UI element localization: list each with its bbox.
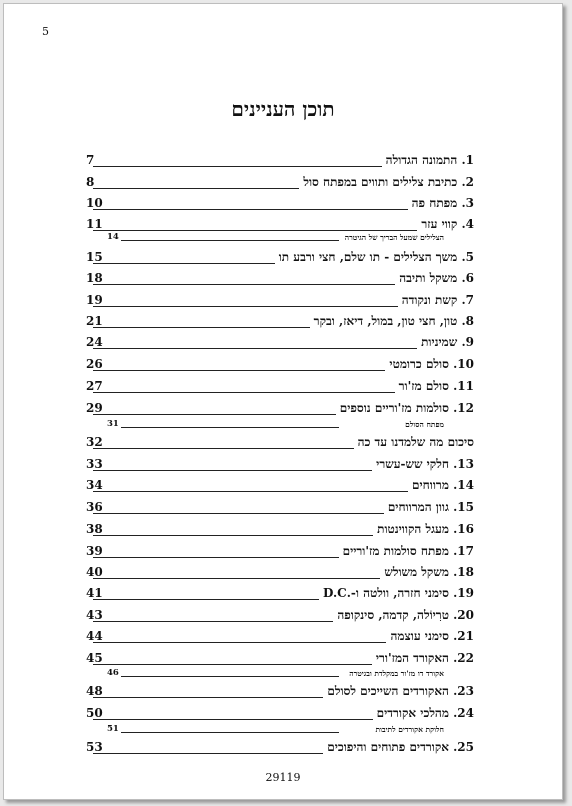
toc-entry (74, 330, 474, 352)
toc-entry-title: 12. סולמות מז'וריים נוספים (336, 401, 474, 416)
toc-entry (74, 581, 474, 603)
toc-page-number: 29 (86, 401, 103, 415)
leader-line (121, 427, 339, 428)
leader-line (121, 732, 339, 733)
toc-page-number: 19 (86, 293, 103, 307)
toc-subentry (74, 722, 474, 734)
toc-subentry (74, 666, 474, 678)
document-page (3, 3, 563, 800)
footer-code: 29119 (265, 771, 301, 784)
toc-page-number: 8 (86, 175, 95, 189)
toc-entry (74, 560, 474, 582)
toc-entry-title: 21. סימני עוצמה (386, 629, 474, 644)
toc-entry-title: 16. מעגל הקווינטות (373, 522, 474, 537)
toc-entry (74, 495, 474, 517)
toc-entry (74, 191, 474, 213)
toc-page-number: 53 (86, 740, 103, 754)
toc-entry (74, 396, 474, 418)
toc-entry-title: 23. האקורדים השייכים לסולם (323, 684, 474, 699)
toc-entry (74, 430, 474, 452)
toc-subentry-page-number: 46 (107, 668, 119, 678)
toc-page-number: 18 (86, 271, 103, 285)
toc-subentry-title: מפתח הסולם (405, 420, 444, 429)
toc-page-number: 27 (86, 379, 103, 393)
toc-page-number: 50 (86, 706, 103, 720)
toc-page-number: 34 (86, 478, 103, 492)
leader-line (121, 676, 339, 677)
toc-entry (74, 701, 474, 723)
toc-page-number: 45 (86, 651, 103, 665)
toc-entry (74, 679, 474, 701)
toc-page-number: 26 (86, 357, 103, 371)
toc-entry-title: סיכום מה שלמדנו עד כה (354, 435, 474, 450)
toc-entry (74, 603, 474, 625)
toc-entry-title: 17. מפתח סולמות מז'וריים (339, 544, 474, 559)
toc-page-number: 40 (86, 565, 103, 579)
toc-entry (74, 288, 474, 310)
toc-entry (74, 517, 474, 539)
toc-page-number: 10 (86, 196, 103, 210)
toc-entry-title: 24. מהלכי אקורדים (373, 706, 474, 721)
toc-subentry-page-number: 51 (107, 724, 119, 734)
toc-page-number: 33 (86, 457, 103, 471)
toc-page-number: 41 (86, 586, 103, 600)
toc-entry (74, 148, 474, 170)
toc-entry-title: 11. סולם מז'ור (395, 379, 474, 394)
toc-subentry-page-number: 14 (107, 232, 119, 242)
toc-page-number: 48 (86, 684, 103, 698)
toc-entry (74, 374, 474, 396)
toc-entry (74, 646, 474, 668)
toc-page-number: 24 (86, 335, 103, 349)
toc-page-number: 7 (86, 153, 95, 167)
toc-page-number: 21 (86, 314, 103, 328)
toc-entry-title: 2. כתיבת צלילים ותווים במפתח סול (299, 175, 474, 190)
toc-entry-title: 1. התמונה הגדולה (382, 153, 474, 168)
toc-subentry-title: חלוקת אקורדים לתיבות (375, 725, 444, 734)
leader-line (93, 348, 469, 349)
toc-entry (74, 624, 474, 646)
toc-page-number: 32 (86, 435, 103, 449)
toc-page-number: 15 (86, 250, 103, 264)
toc-subentry-page-number: 31 (107, 419, 119, 429)
leader-line (121, 240, 339, 241)
toc-entry-title: 9. שמיניות (417, 335, 474, 350)
toc-entry (74, 266, 474, 288)
page-title: תוכן העניינים (231, 97, 335, 121)
toc-entry-title: 22. האקורד המז'ורי (372, 651, 474, 666)
toc-entry (74, 539, 474, 561)
toc-entry-title: 14. מרווחים (408, 478, 474, 493)
toc-entry (74, 452, 474, 474)
toc-entry-title: 19. סימני חזרה, וולטה ו-.D.C (319, 586, 474, 601)
toc-entry-title: 5. משך הצלילים - תו שלם, חצי ורבע תו (275, 250, 474, 265)
toc-entry-title: 10. סולם כרומטי (385, 357, 474, 372)
toc-entry (74, 735, 474, 757)
toc-entry (74, 170, 474, 192)
toc-page-number: 39 (86, 544, 103, 558)
toc-page-number: 44 (86, 629, 103, 643)
toc-entry-title: 13. חלקי שש-עשרי (372, 457, 474, 472)
page-number: 5 (42, 25, 49, 38)
toc-entry-title: 25. אקורדים פתוחים והיפוכים (323, 740, 474, 755)
toc-entry-title: 7. קשת ונקודה (398, 293, 474, 308)
toc-subentry-title: הצלילים שמעל הבריך של הגיטרה (344, 233, 444, 242)
toc-page-number: 38 (86, 522, 103, 536)
toc-subentry (74, 417, 474, 429)
toc-entry-title: 18. משקל משולש (380, 565, 474, 580)
toc-entry (74, 309, 474, 331)
toc-entry-title: 4. קווי עזר (417, 217, 474, 232)
toc-entry (74, 473, 474, 495)
toc-subentry-title: אקורד דו מז'ור במקלדת ובגיטרה (349, 669, 444, 678)
toc-page-number: 11 (86, 217, 103, 231)
toc-entry-title: 20. טרִיוֹלה, קדמה, סינקופה (333, 608, 474, 623)
toc-entry (74, 352, 474, 374)
toc-entry (74, 245, 474, 267)
toc-entry-title: 6. משקל ותיבה (395, 271, 474, 286)
toc-subentry (74, 230, 474, 242)
toc-entry-title: 15. גוון המרווחים (384, 500, 474, 515)
toc-entry-title: 3. מפתח פה (408, 196, 474, 211)
toc-entry-title: 8. טון, חצי טון, במול, דיאז, ובקר (310, 314, 474, 329)
toc-page-number: 43 (86, 608, 103, 622)
toc-page-number: 36 (86, 500, 103, 514)
